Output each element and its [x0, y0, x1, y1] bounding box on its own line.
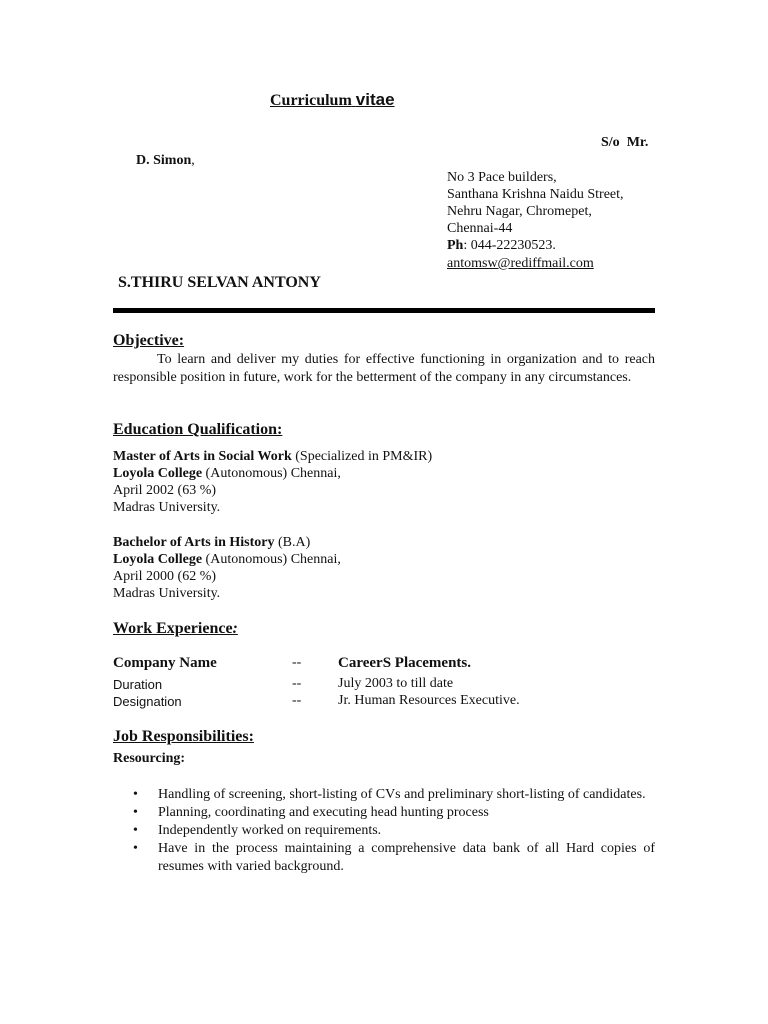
designation-separator: -- [292, 693, 302, 708]
bullet-icon: • [133, 823, 138, 838]
address-line-2: Santhana Krishna Naidu Street, [447, 187, 624, 202]
objective-paragraph [113, 351, 655, 387]
father-name: D. Simon [136, 153, 192, 168]
designation-value: Jr. Human Resources Executive. [338, 693, 520, 708]
bullet-icon: • [133, 841, 138, 856]
education-heading: Education Qualification: [113, 421, 283, 438]
father-name-line [136, 153, 195, 169]
list-item [113, 822, 655, 840]
degree2-college-detail: (Autonomous) Chennai, [202, 552, 341, 567]
address-line-3: Nehru Nagar, Chromepet, [447, 204, 592, 219]
job-responsibilities-heading: Job Responsibilities: [113, 728, 254, 745]
degree2-year: April 2000 (62 %) [113, 569, 217, 584]
degree1-year: April 2002 (63 %) [113, 483, 217, 498]
degree1-name: Master of Arts in Social Work [113, 449, 292, 464]
list-item-text: Have in the process maintaining a comprehensive data bank of all Hard copies of resumes with varied background. [158, 841, 655, 874]
degree1-college [113, 466, 341, 482]
address-line-4: Chennai-44 [447, 221, 513, 236]
degree2-specialization: (B.A) [274, 535, 311, 550]
email-link[interactable]: antomsw@rediffmail.com [447, 256, 594, 271]
degree1-college-detail: (Autonomous) Chennai, [202, 466, 341, 481]
resourcing-subheading: Resourcing: [113, 751, 186, 766]
document-title [270, 90, 395, 110]
objective-heading: Objective: [113, 332, 185, 349]
mr-label: Mr. [626, 135, 649, 150]
degree1-college-name: Loyola College [113, 466, 203, 481]
so-label: S/o [601, 135, 620, 150]
degree2-name: Bachelor of Arts in History [113, 535, 275, 550]
title-vitae: vitae [355, 90, 395, 109]
list-item [113, 840, 655, 876]
work-heading-colon: : [232, 620, 238, 637]
company-label: Company Name [113, 655, 217, 671]
list-item-text: Planning, coordinating and executing head hunting process [158, 805, 489, 820]
list-item-text: Handling of screening, short-listing of CVs and preliminary short-listing of candidates. [158, 787, 646, 802]
work-heading-text: Work Experience [113, 620, 233, 637]
duration-label: Duration [113, 677, 163, 692]
degree2-university: Madras University. [113, 586, 221, 601]
bullet-icon: • [133, 805, 138, 820]
degree1-university: Madras University. [113, 500, 221, 515]
list-item [113, 804, 655, 822]
company-separator: -- [292, 655, 302, 670]
responsibilities-list [113, 786, 655, 876]
degree2-title [113, 535, 310, 551]
work-experience-heading [113, 620, 238, 638]
company-value: CareerS Placements. [338, 655, 472, 671]
duration-separator: -- [292, 676, 302, 691]
bullet-icon: • [133, 787, 138, 802]
designation-label: Designation [113, 694, 182, 709]
degree2-college [113, 552, 341, 568]
phone-line [447, 238, 556, 254]
phone-value: : 044-22230523. [463, 238, 556, 253]
degree1-specialization: (Specialized in PM&IR) [291, 449, 433, 464]
phone-label: Ph [447, 238, 464, 253]
candidate-name: S.THIRU SELVAN ANTONY [118, 274, 321, 291]
list-item [113, 786, 655, 804]
header-divider [113, 308, 655, 313]
address-line-1: No 3 Pace builders, [447, 170, 557, 185]
duration-value: July 2003 to till date [338, 676, 454, 691]
degree1-title [113, 449, 432, 465]
parent-prefix [601, 135, 648, 151]
degree2-college-name: Loyola College [113, 552, 203, 567]
father-comma: , [191, 153, 195, 168]
list-item-text: Independently worked on requirements. [158, 823, 382, 838]
title-curriculum: Curriculum [270, 92, 352, 109]
objective-text: To learn and deliver my duties for effective functioning in organization and to reach responsible position in future, work for the betterment of the company in any circumstances. [113, 352, 655, 385]
